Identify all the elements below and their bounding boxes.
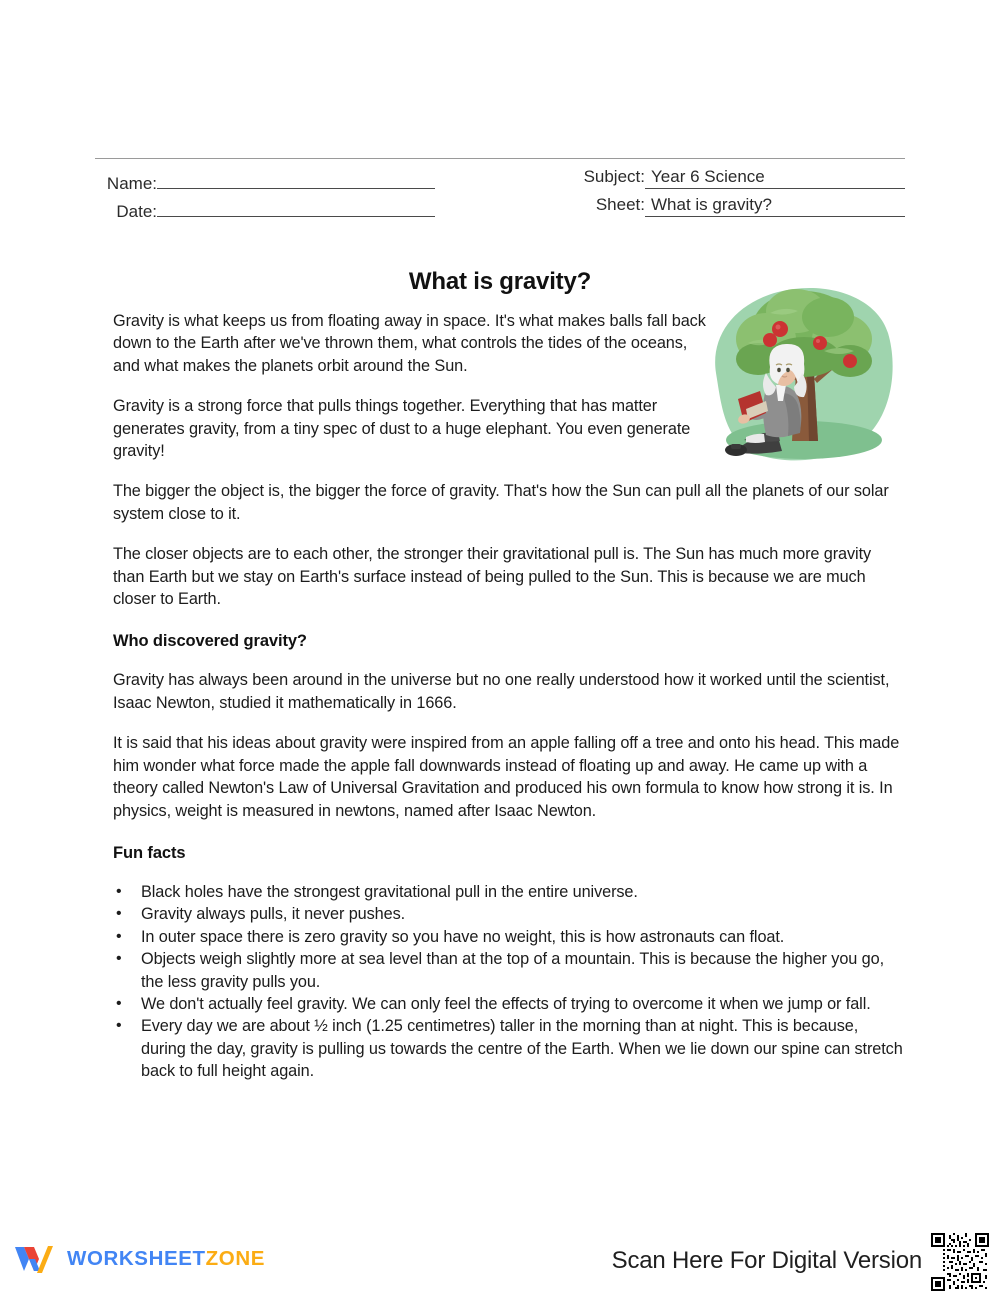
intro-paragraph-1: Gravity is what keeps us from floating away in space. It's what makes balls fall back down to the Earth after we've thrown them, what controls the tides of the oceans, and what makes the planets orbit around the Sun. — [113, 312, 706, 375]
list-item-text: Gravity always pulls, it never pushes. — [141, 905, 406, 924]
list-item — [113, 926, 903, 948]
name-field-row — [95, 166, 435, 194]
list-item — [113, 881, 903, 903]
logo-wordmark — [67, 1247, 265, 1271]
list-item-text: We don't actually feel gravity. We can only feel the effects of trying to overcome it when we jump or fall. — [141, 994, 871, 1013]
page-footer — [0, 1233, 1000, 1294]
logo-mark-icon — [12, 1241, 58, 1277]
subject-field-row — [565, 166, 905, 194]
list-item-text: In outer space there is zero gravity so you have no weight, this is how astronauts can float. — [141, 927, 785, 946]
bullet-icon: • — [116, 927, 122, 945]
header-divider — [95, 158, 905, 159]
sheet-field-input[interactable]: What is gravity? — [645, 194, 905, 217]
bullet-icon: • — [116, 905, 122, 923]
header-fields — [95, 166, 905, 222]
header-fields-left — [95, 166, 435, 222]
intro-paragraph-3: The bigger the object is, the bigger the force of gravity. That's how the Sun can pull all the planets of our solar system close to it. — [113, 482, 889, 523]
list-item — [113, 948, 903, 993]
name-field-label: Name: — [106, 174, 157, 193]
section-heading-who-discovered-gravity: Who discovered gravity? — [113, 632, 307, 651]
date-field-input[interactable] — [157, 194, 435, 217]
worksheet-body — [113, 310, 903, 1083]
list-item-text: Every day we are about ½ inch (1.25 centimetres) taller in the morning than at night. This is because, during the day, gravity is pulling us towards the centre of the Earth. When we lie down our spine can stretch back to full height again. — [141, 1017, 903, 1081]
qr-code[interactable] — [929, 1231, 991, 1293]
bullet-icon: • — [116, 950, 122, 968]
subject-field-label: Subject: — [583, 167, 645, 186]
fun-facts-list — [113, 881, 903, 1083]
date-field-label: Date: — [116, 202, 157, 221]
list-item-text: Objects weigh slightly more at sea level than at the top of a mountain. This is because the higher you go, the less gravity pulls you. — [141, 950, 884, 991]
intro-paragraph-2: Gravity is a strong force that pulls things together. Everything that has matter generates gravity, from a tiny spec of dust to a huge elephant. You even generate gravity! — [113, 397, 691, 461]
name-field-input[interactable] — [157, 166, 435, 189]
subject-field-input[interactable]: Year 6 Science — [645, 166, 905, 189]
header-fields-right — [565, 166, 905, 222]
list-item — [113, 993, 903, 1015]
worksheet-zone-logo[interactable] — [12, 1241, 265, 1277]
discovered-paragraph-2: It is said that his ideas about gravity were inspired from an apple falling off a tree and onto his head. This made him wonder what force made the apple fall downwards instead of floating up and away. He came up with a theory called Newton's Law of Universal Gravitation and produced his own formula to know how strong it is. In physics, weight is measured in newtons, named after Isaac Newton. — [113, 734, 900, 820]
bullet-icon: • — [116, 994, 122, 1012]
bullet-icon: • — [116, 882, 122, 900]
sheet-field-row — [565, 194, 905, 222]
logo-word-worksheet: WORKSHEET — [67, 1247, 206, 1270]
bullet-icon: • — [116, 1017, 122, 1035]
page-title: What is gravity? — [408, 268, 592, 296]
section-heading-fun-facts: Fun facts — [113, 843, 186, 862]
list-item — [113, 1015, 903, 1082]
sheet-field-label: Sheet: — [595, 195, 645, 214]
list-item — [113, 903, 903, 925]
date-field-row — [95, 194, 435, 222]
discovered-paragraph-1: Gravity has always been around in the universe but no one really understood how it worked until the scientist, Isaac Newton, studied it mathematically in 1666. — [113, 671, 890, 712]
scan-instruction-text: Scan Here For Digital Version — [611, 1247, 922, 1274]
list-item-text: Black holes have the strongest gravitational pull in the entire universe. — [141, 882, 638, 901]
intro-paragraph-4: The closer objects are to each other, the stronger their gravitational pull is. The Sun has much more gravity than Earth but we stay on Earth's surface instead of being pulled to the Sun. This is because we are much closer to Earth. — [113, 545, 872, 609]
logo-word-zone: ZONE — [205, 1247, 266, 1270]
